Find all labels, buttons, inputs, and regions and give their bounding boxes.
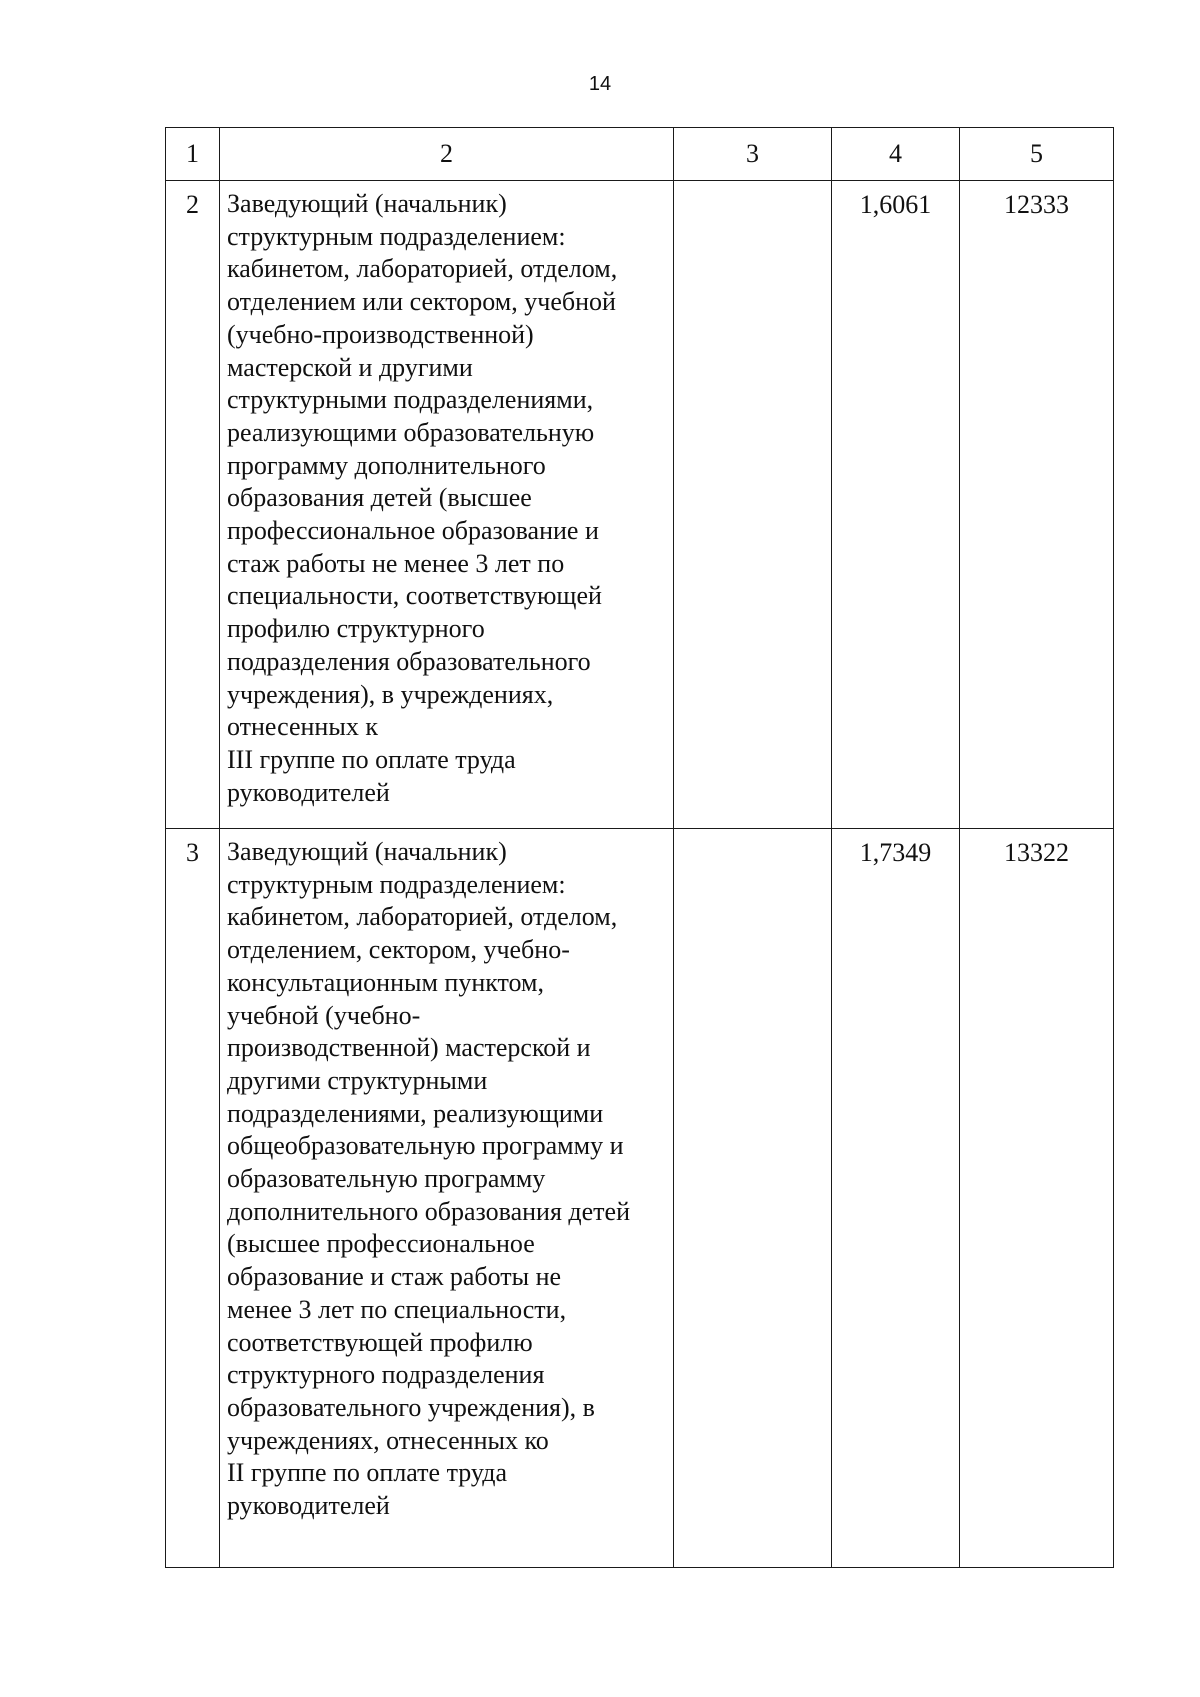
- description-line: учебной (учебно-: [227, 1000, 421, 1030]
- description-line: профессиональное образование и: [227, 516, 599, 546]
- description-line: другими структурными: [227, 1065, 488, 1095]
- description-line: кабинетом, лабораторией, отделом,: [227, 902, 618, 932]
- description-line: консультационным пунктом,: [227, 967, 545, 997]
- amount-cell: 12333: [960, 181, 1114, 829]
- description-line: образовательную программу: [227, 1164, 546, 1194]
- description-line: образования детей (высшее: [227, 483, 532, 513]
- position-description: [220, 829, 674, 1568]
- description-line: подразделениями, реализующими: [227, 1098, 604, 1128]
- description-line: менее 3 лет по специальности,: [227, 1294, 567, 1324]
- description-line: реализующими образовательную: [227, 417, 595, 447]
- description-line: профилю структурного: [227, 614, 485, 644]
- row-number: 3: [166, 829, 220, 1568]
- row-number: 2: [166, 181, 220, 829]
- page-number: 14: [588, 73, 612, 95]
- description-line: отделением или сектором, учебной: [227, 287, 616, 317]
- column-3-cell: [674, 829, 832, 1568]
- description-line: стаж работы не менее 3 лет по: [227, 548, 565, 578]
- description-line: специальности, соответствующей: [227, 581, 602, 611]
- salary-table: [165, 127, 1114, 1568]
- description-line: (высшее профессиональное: [227, 1229, 535, 1259]
- amount-cell: 13322: [960, 829, 1114, 1568]
- description-line: дополнительного образования детей: [227, 1196, 630, 1226]
- column-header-3: 3: [674, 128, 832, 181]
- description-line: структурными подразделениями,: [227, 385, 594, 415]
- description-line: производственной) мастерской и: [227, 1033, 591, 1063]
- description-line: руководителей: [227, 1491, 390, 1521]
- description-line: мастерской и другими: [227, 352, 473, 382]
- description-line: учреждения), в учреждениях,: [227, 679, 554, 709]
- column-3-cell: [674, 181, 832, 829]
- coefficient-cell: 1,7349: [832, 829, 960, 1568]
- description-line: III группе по оплате труда: [227, 744, 516, 774]
- description-line: структурным подразделением:: [227, 869, 566, 899]
- description-line: руководителей: [227, 777, 390, 807]
- description-line: учреждениях, отнесенных ко: [227, 1425, 549, 1455]
- description-line: общеобразовательную программу и: [227, 1131, 624, 1161]
- description-line: (учебно-производственной): [227, 319, 534, 349]
- table-row: [166, 181, 1114, 829]
- description-line: соответствующей профилю: [227, 1327, 533, 1357]
- description-line: Заведующий (начальник): [227, 189, 507, 218]
- column-header-4: 4: [832, 128, 960, 181]
- description-line: отнесенных к: [227, 712, 378, 742]
- description-line: подразделения образовательного: [227, 646, 591, 676]
- column-header-1: 1: [166, 128, 220, 181]
- description-line: образовательного учреждения), в: [227, 1392, 595, 1422]
- description-line: программу дополнительного: [227, 450, 546, 480]
- coefficient-cell: 1,6061: [832, 181, 960, 829]
- table-header-row: [166, 128, 1114, 181]
- description-line: кабинетом, лабораторией, отделом,: [227, 254, 618, 284]
- column-header-5: 5: [960, 128, 1114, 181]
- description-line: структурным подразделением:: [227, 221, 566, 251]
- description-line: Заведующий (начальник): [227, 837, 507, 866]
- description-line: образование и стаж работы не: [227, 1262, 562, 1292]
- description-line: II группе по оплате труда: [227, 1458, 508, 1488]
- column-header-2: 2: [220, 128, 674, 181]
- description-line: структурного подразделения: [227, 1360, 545, 1390]
- position-description: [220, 181, 674, 829]
- table-row: [166, 829, 1114, 1568]
- description-line: отделением, сектором, учебно-: [227, 935, 570, 965]
